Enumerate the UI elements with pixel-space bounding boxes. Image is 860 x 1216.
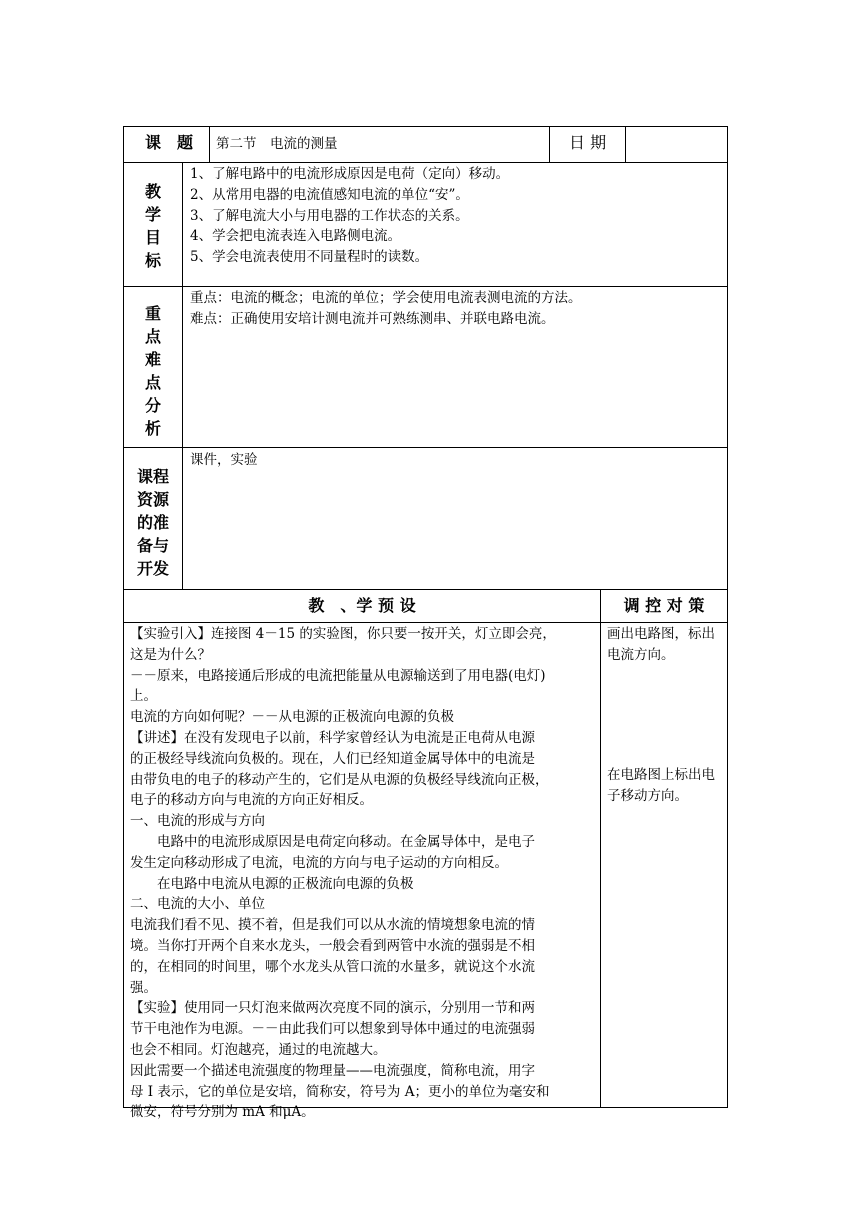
plan-line: 电子的移动方向与电流的方向正好相反。	[130, 792, 373, 809]
objective-item: 3、了解电流大小与用电器的工作状态的关系。	[190, 207, 469, 224]
plan-line: 在电路中电流从电源的正极流向电源的负极	[130, 875, 414, 892]
plan-line: 这是为什么？	[130, 646, 211, 663]
plan-line: 电流我们看不见、摸不着，但是我们可以从水流的情境想象电流的情	[130, 917, 535, 934]
strategy-header: 调 控 对 策	[623, 596, 705, 615]
plan-line: 上。	[130, 688, 157, 705]
plan-line: 发生定向移动形成了电流，电流的方向与电子运动的方向相反。	[130, 854, 508, 871]
plan-line: 【讲述】在没有发现电子以前，科学家曾经认为电流是正电荷从电源	[130, 729, 535, 746]
resources-text: 课件，实验	[190, 452, 258, 468]
plan-line: 的正极经导线流向负极的。现在，人们已经知道金属导体中的电流是	[130, 750, 535, 767]
plan-line: 母 I 表示，它的单位是安培，简称安，符号为 A；更小的单位为毫安和	[130, 1083, 550, 1100]
plan-line: －－原来，电路接通后形成的电流把能量从电源输送到了用电器(电灯)	[130, 667, 546, 684]
keypoints-label: 重 点 难 点 分 析	[144, 304, 161, 438]
date-value-cell	[625, 126, 728, 163]
keypoints-list	[190, 288, 582, 330]
strategy-note-2: 在电路图上标出电子移动方向。	[607, 767, 715, 804]
strategy-note-1: 画出电路图，标出电流方向。	[607, 626, 715, 663]
plan-line: 【实验】使用同一只灯泡来做两次亮度不同的演示，分别用一节和两	[130, 1000, 535, 1017]
plan-line: 强。	[130, 979, 157, 996]
plan-line: 微安，符号分别为 mA 和μA。	[130, 1104, 315, 1121]
topic-label: 课 题	[145, 133, 194, 152]
date-label: 日 期	[569, 133, 607, 152]
plan-line: 二、电流的大小、单位	[130, 896, 265, 913]
plan-line: 一、电流的形成与方向	[130, 813, 265, 830]
plan-line: 电路中的电流形成原因是电荷定向移动。在金属导体中，是电子	[130, 833, 535, 850]
plan-line: 【实验引入】连接图 4－15 的实验图，你只要一按开关，灯立即会亮，	[130, 626, 556, 642]
resources-content-cell	[182, 447, 728, 590]
key-point-item: 难点：正确使用安培计测电流并可熟练测串、并联电路电流。	[190, 310, 555, 327]
plan-line: 也会不相同。灯泡越亮，通过的电流越大。	[130, 1041, 387, 1058]
objective-item: 1、了解电路中的电流形成原因是电荷（定向）移动。	[190, 166, 510, 182]
plan-line: 电流的方向如何呢？－－从电源的正极流向电源的负极	[130, 709, 454, 726]
objective-item: 2、从常用电器的电流值感知电流的单位“安”。	[190, 186, 469, 203]
plan-content	[130, 624, 556, 1123]
resources-label: 课程 资源 的准 备与 开发	[136, 467, 169, 578]
plan-line: 节干电池作为电源。－－由此我们可以想象到导体中通过的电流强弱	[130, 1021, 535, 1038]
plan-line: 的，在相同的时间里，哪个水龙头从管口流的水量多，就说这个水流	[130, 958, 535, 975]
objective-item: 5、学会电流表使用不同量程时的读数。	[190, 249, 429, 266]
objectives-label: 教 学 目 标	[144, 182, 161, 270]
strategy-body-cell	[600, 622, 728, 1108]
key-point-item: 重点：电流的概念；电流的单位；学会使用电流表测电流的方法。	[190, 290, 582, 306]
plan-line: 因此需要一个描述电流强度的物理量——电流强度，简称电流，用字	[130, 1062, 535, 1079]
plan-header: 教 、学 预 设	[308, 596, 416, 615]
objectives-list	[190, 164, 509, 268]
objective-item: 4、学会把电流表连入电路侧电流。	[190, 228, 402, 245]
topic-value: 第二节 电流的测量	[216, 136, 338, 152]
plan-line: 境。当你打开两个自来水龙头，一般会看到两管中水流的强弱是不相	[130, 937, 535, 954]
plan-line: 由带负电的电子的移动产生的，它们是从电源的负极经导线流向正极，	[130, 771, 549, 788]
